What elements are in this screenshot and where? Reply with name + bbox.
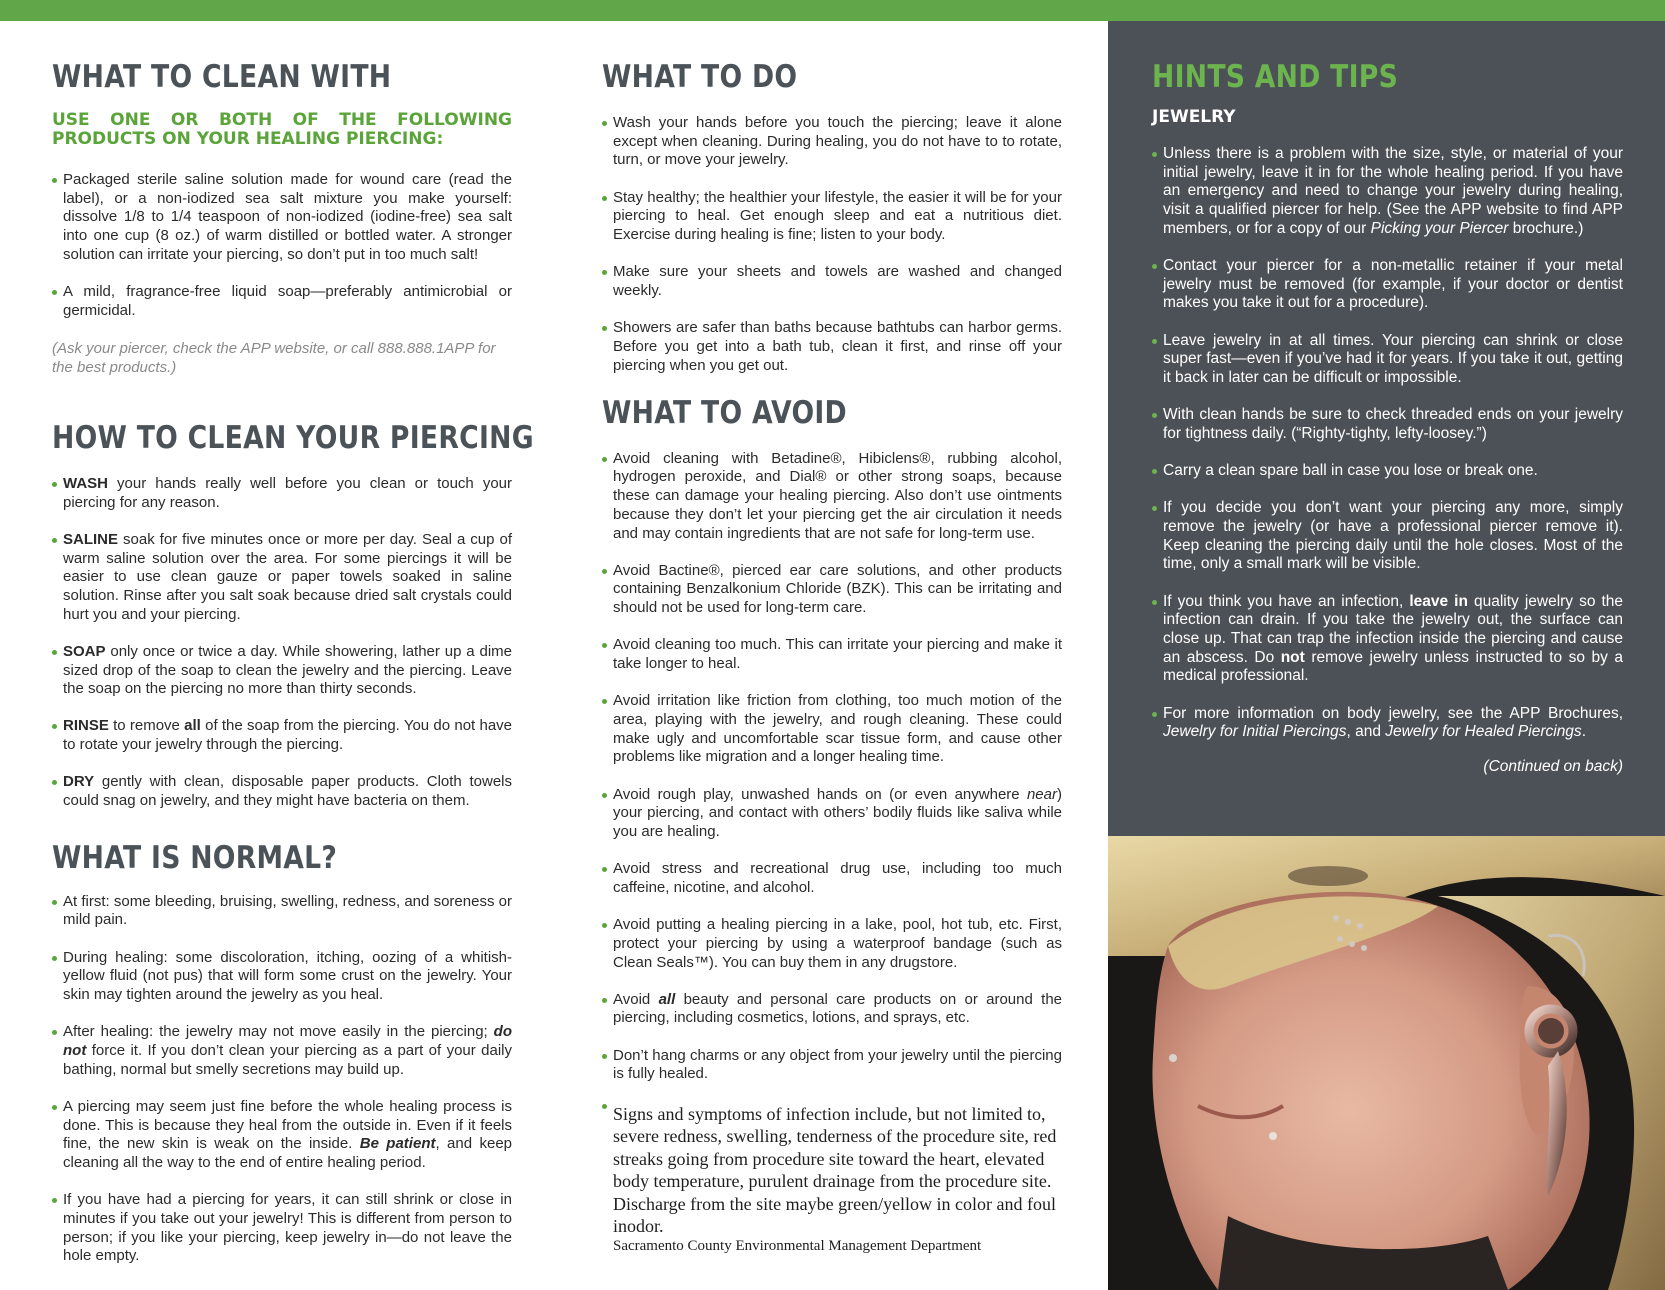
picking-piercer-title: Picking your Piercer: [1370, 219, 1509, 237]
list-item: Avoid irritation like friction from clothing, too much motion of the area, playing with the jewelry, and rough cleaning. These could make ugly and uncomfortable scar tissue form, and cause other problems like migration and a longer healing time.: [602, 692, 1062, 767]
wash-label: WASH: [63, 474, 108, 492]
normal-section: [52, 839, 512, 1266]
normal-item3-b: force it. If you don’t clean your piercing as a part of your daily bathing, normal but smelly secretions may build up.: [63, 1041, 512, 1078]
list-item: Avoid cleaning with Betadine®, Hibiclens®, rubbing alcohol, hydrogen peroxide, and Dial® or other strong soaps, because these can damage your healing piercing. Also don’t use ointments because they don’t let your piercing get the air circulation it needs and may contain ingredients that are not safe for long-term use.: [602, 450, 1062, 544]
normal-item4-a: A piercing may seem just fine before the whole healing process is done. This is because they heal from the outside in. Even if it feels fine, the new skin is weak on the inside.: [63, 1097, 512, 1153]
hints-item8-mid: , and: [1346, 723, 1386, 741]
avoid-item5-emphasis: near: [1026, 785, 1057, 803]
list-item: Carry a clean spare ball in case you lose or break one.: [1152, 462, 1623, 481]
clean-with-list: [52, 171, 512, 320]
list-item: [52, 475, 512, 512]
list-item: [52, 1023, 512, 1079]
normal-item3-emphasis: do not: [63, 1023, 512, 1059]
surface-bead: [1345, 919, 1351, 925]
avoid-list: [602, 450, 1062, 1084]
list-item: Avoid stress and recreational drug use, including too much caffeine, nicotine, and alcohol.: [602, 860, 1062, 897]
eye-shadow: [1288, 866, 1368, 886]
avoid-item8-a: Avoid: [613, 990, 659, 1008]
hints-item8-end: .: [1581, 723, 1586, 741]
middle-column: [602, 58, 1062, 1255]
rinse-emphasis: all: [184, 717, 201, 735]
hints-heading: HINTS AND TIPS: [1152, 59, 1399, 95]
list-item: Avoid Bactine®, pierced ear care solutions, and other products containing Benzalkonium Chloride (BZK). This can be irritating and should not be used for long-term care.: [602, 562, 1062, 618]
clean-with-subheading: USE ONE OR BOTH OF THE FOLLOWING PRODUCTS ON YOUR HEALING PIERCING:: [52, 110, 512, 149]
initial-jewelry-title: Jewelry for Initial Piercings: [1163, 723, 1347, 741]
what-to-do-list: [602, 114, 1062, 375]
rinse-pre: to remove: [108, 717, 185, 735]
normal-list: [52, 893, 512, 1266]
list-item: If you decide you don’t want your piercing any more, simply remove the jewelry (or have a professional piercer remove it). Keep cleaning the piercing daily until the hole closes. Most of the time, only a small mark will be visible.: [1152, 499, 1623, 574]
soap-text: only once or twice a day. While showering, lather up a dime sized drop of the soap to clean the jewelry and the piercing. Leave the soap on the piercing no more than thirty seconds.: [63, 642, 512, 698]
avoid-item8-emphasis: all: [658, 990, 676, 1008]
portrait-illustration: [1108, 836, 1665, 1290]
products-note: (Ask your piercer, check the APP website, or call 888.888.1APP for the best products.): [52, 339, 496, 376]
plug-center: [1538, 1018, 1564, 1044]
list-item: Don’t hang charms or any object from your jewelry until the piercing is fully healed.: [602, 1047, 1062, 1084]
list-item: Wash your hands before you touch the piercing; leave it alone except when cleaning. During healing, you do not have to to rotate, turn, or move your jewelry.: [602, 114, 1062, 170]
what-to-do-section: [602, 58, 1062, 375]
list-item: Leave jewelry in at all times. Your piercing can shrink or close super fast—even if you’ve had it for years. If you take it out, getting it back in later can be difficult or impossible.: [1152, 332, 1623, 388]
normal-item3-a: After healing: the jewelry may not move easily in the piercing;: [63, 1023, 494, 1041]
list-item: [52, 531, 512, 625]
normal-heading: WHAT IS NORMAL?: [52, 839, 338, 876]
list-item: During healing: some discoloration, itching, oozing of a whitish-yellow fluid (not pus) that will form some crust on the jewelry. Your skin may tighten around the jewelry as you heal.: [52, 949, 512, 1005]
list-item: Showers are safer than baths because bathtubs can harbor germs. Before you get into a bath tub, clean it first, and rinse off your piercing when you get out.: [602, 319, 1062, 375]
list-item: If you have had a piercing for years, it can still shrink or close in minutes if you take out your jewelry! This is different from person to person; if you like your piercing, keep jewelry in—do not leave the hole empty.: [52, 1191, 512, 1266]
hints-item7-c: quality jewelry so the infection can drain. If you take the jewelry out, the surface can close up. That can trap the infection inside the piercing and cause an abscess. Do: [1163, 592, 1624, 666]
list-item: Packaged sterile saline solution made for wound care (read the label), or a non-iodized sea salt mixture you make yourself: dissolve 1/8 to 1/4 teaspoon of non-iodized (iodine-free) sea salt into one cup (8 oz.) of warm distilled or bottled water. A stronger solution can irritate your piercing, so don’t put in too much salt!: [52, 171, 512, 265]
hints-item7-a: If you think you have an infection,: [1163, 592, 1410, 610]
list-item: [1152, 705, 1623, 742]
list-item: Contact your piercer for a non-metallic retainer if your metal jewelry must be removed (for example, if your doctor or dentist makes you take it out for a procedure).: [1152, 257, 1623, 313]
avoid-item5-a: Avoid rough play, unwashed hands on (or even anywhere: [613, 785, 1027, 803]
list-item: [52, 773, 512, 810]
hints-item7-d: remove jewelry unless instructed to so by a medical professional.: [1163, 648, 1623, 685]
list-item: A mild, fragrance-free liquid soap—preferably antimicrobial or germicidal.: [52, 283, 512, 320]
list-item: At first: some bleeding, bruising, swelling, redness, and soreness or mild pain.: [52, 893, 512, 930]
surface-bead: [1337, 936, 1343, 942]
top-accent-bar: [0, 0, 1665, 21]
infection-signs: Signs and symptoms of infection include, but not limited to, severe redness, swelling, tenderness of the procedure site, red streaks going from procedure site toward the heart, elevated body temperature, purulent drainage from the procedure site. Discharge from the site maybe green/yellow in color and foul inodor.: [602, 1103, 1062, 1238]
list-item: With clean hands be sure to check threaded ends on your jewelry for tightness daily. (“Righty-tighty, lefty-loosey.”): [1152, 406, 1623, 443]
soap-label: SOAP: [63, 642, 106, 660]
normal-item4-b: , and keep cleaning all the way to the end of entire healing period.: [63, 1135, 513, 1171]
list-item: [602, 786, 1062, 842]
continued-note: (Continued on back): [1483, 757, 1623, 775]
leave-in-emphasis: leave in: [1409, 592, 1468, 610]
list-item: [52, 1098, 512, 1173]
what-to-do-heading: WHAT TO DO: [602, 59, 798, 95]
left-column: [52, 58, 534, 1285]
hints-item8-a: For more information on body jewelry, see the APP Brochures,: [1163, 704, 1623, 722]
saline-label: SALINE: [63, 530, 119, 548]
normal-item4-emphasis: Be patient: [359, 1135, 436, 1153]
clean-with-heading: WHAT TO CLEAN WITH: [52, 59, 392, 95]
avoid-item5-b: ) your piercing, and contact with others’ bodily fluids like saliva while you are healing.: [613, 785, 1062, 840]
list-item: Make sure your sheets and towels are washed and changed weekly.: [602, 263, 1062, 300]
not-emphasis: not: [1280, 648, 1305, 666]
surface-bead: [1349, 941, 1355, 947]
jewelry-subheading: JEWELRY: [1152, 107, 1236, 127]
list-item: Avoid cleaning too much. This can irritate your piercing and make it take longer to heal.: [602, 636, 1062, 673]
clean-with-section: [52, 58, 512, 377]
rinse-text: of the soap from the piercing. You do not have to rotate your jewelry through the piercing.: [63, 717, 512, 754]
source-credit: Sacramento County Environmental Management Department: [613, 1237, 982, 1254]
labret-stud: [1269, 1132, 1277, 1140]
surface-bead: [1357, 923, 1363, 929]
list-item: [1152, 593, 1623, 687]
hints-item1-a: Unless there is a problem with the size, style, or material of your initial jewelry, leave it in for the whole healing period. If you have an emergency and need to change your jewelry during healing, visit a qualified piercer for help. (See the APP website to find APP members, or for a copy of our: [1163, 145, 1623, 237]
surface-bead: [1333, 915, 1339, 921]
dry-label: DRY: [63, 773, 95, 791]
hints-panel: [1108, 21, 1665, 836]
surface-bead: [1361, 945, 1367, 951]
list-item: [52, 643, 512, 699]
how-to-clean-section: [52, 419, 534, 811]
hints-item1-b: brochure.): [1508, 219, 1584, 237]
list-item: Avoid putting a healing piercing in a lake, pool, hot tub, etc. First, protect your piercing by using a waterproof bandage (such as Clean Seals™). You can buy them in any drugstore.: [602, 916, 1062, 972]
healed-jewelry-title: Jewelry for Healed Piercings: [1385, 723, 1582, 741]
saline-text: soak for five minutes once or more per day. Seal a cup of warm saline solution over the area. For some piercings it will be easier to use clean gauze or paper towels soaked in saline solution. Rinse after you salt soak because dried salt crystals could hurt you and your piercing.: [63, 530, 512, 623]
dry-text: gently with clean, disposable paper products. Cloth towels could snag on jewelry, and they might have bacteria on them.: [63, 773, 512, 810]
nose-stud: [1169, 1054, 1177, 1062]
list-item: [1152, 145, 1623, 239]
avoid-item8-b: beauty and personal care products on or around the piercing, including cosmetics, lotions, and sprays, etc.: [613, 990, 1063, 1027]
how-to-clean-heading: HOW TO CLEAN YOUR PIERCING: [52, 419, 534, 456]
list-item: Stay healthy; the healthier your lifestyle, the easier it will be for your piercing to heal. Get enough sleep and eat a nutritious diet. Exercise during healing is fine; listen to your body.: [602, 189, 1062, 245]
how-to-clean-list: [52, 475, 512, 811]
wash-text: your hands really well before you clean or touch your piercing for any reason.: [63, 474, 512, 511]
rinse-label: RINSE: [63, 717, 109, 735]
list-item: [52, 717, 512, 754]
list-item: [602, 991, 1062, 1028]
avoid-section: [602, 394, 1062, 1255]
pierced-face-photo: [1108, 836, 1665, 1290]
avoid-heading: WHAT TO AVOID: [602, 394, 847, 431]
hints-list: [1152, 145, 1623, 742]
